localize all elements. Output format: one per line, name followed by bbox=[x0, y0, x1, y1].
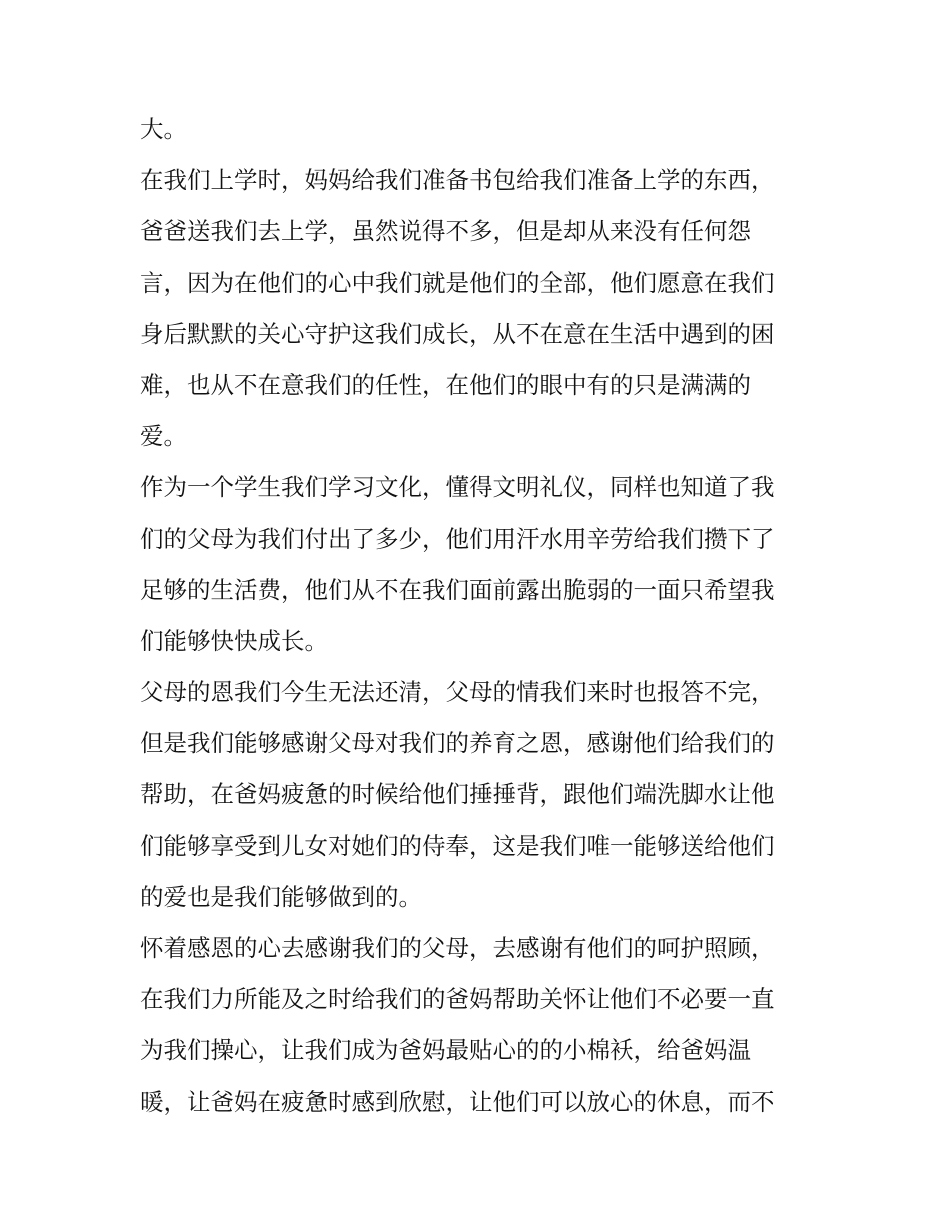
text-line: 难，也从不在意我们的任性，在他们的眼中有的只是满满的 bbox=[140, 370, 751, 399]
body-text bbox=[140, 104, 820, 1128]
text-line: 们的父母为我们付出了多少，他们用汗水用辛劳给我们攒下了 bbox=[140, 524, 775, 553]
text-line: 父母的恩我们今生无法还清，父母的情我们来时也报答不完， bbox=[140, 678, 775, 707]
text-line: 的爱也是我们能够做到的。 bbox=[140, 882, 422, 911]
text-line: 大。 bbox=[140, 115, 187, 143]
text-line: 在我们力所能及之时给我们的爸妈帮助关怀让他们不必要一直 bbox=[140, 985, 775, 1014]
text-line: 帮助，在爸妈疲惫的时候给他们捶捶背，跟他们端洗脚水让他 bbox=[140, 780, 775, 809]
text-line: 言，因为在他们的心中我们就是他们的全部，他们愿意在我们 bbox=[140, 268, 775, 297]
text-line: 爸爸送我们去上学，虽然说得不多，但是却从来没有任何怨 bbox=[140, 217, 751, 246]
text-line: 身后默默的关心守护这我们成长，从不在意在生活中遇到的困 bbox=[140, 319, 775, 348]
text-line: 在我们上学时，妈妈给我们准备书包给我们准备上学的东西， bbox=[140, 166, 775, 195]
text-line: 们能够快快成长。 bbox=[140, 626, 328, 655]
text-line: 们能够享受到儿女对她们的侍奉，这是我们唯一能够送给他们 bbox=[140, 831, 775, 860]
text-line: 为我们操心，让我们成为爸妈最贴心的的小棉袄，给爸妈温 bbox=[140, 1036, 751, 1065]
text-line: 暖，让爸妈在疲惫时感到欣慰，让他们可以放心的休息，而不 bbox=[140, 1087, 775, 1116]
text-line: 怀着感恩的心去感谢我们的父母，去感谢有他们的呵护照顾， bbox=[140, 934, 775, 962]
text-line: 爱。 bbox=[140, 422, 187, 451]
text-line: 但是我们能够感谢父母对我们的养育之恩，感谢他们给我们的 bbox=[140, 729, 775, 758]
text-line: 作为一个学生我们学习文化，懂得文明礼仪，同样也知道了我 bbox=[140, 473, 775, 502]
text-line: 足够的生活费，他们从不在我们面前露出脆弱的一面只希望我 bbox=[140, 575, 775, 604]
